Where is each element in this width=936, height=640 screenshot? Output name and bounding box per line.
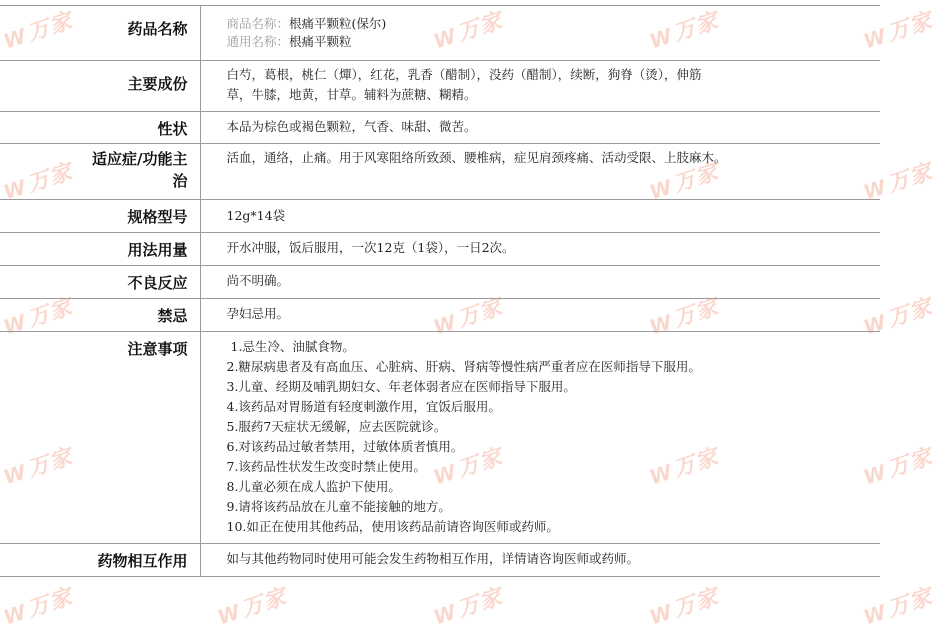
- watermark-logo: W万家: [430, 584, 506, 630]
- trade-name-key: 商品名称：: [226, 16, 290, 31]
- precaution-item: 10.如正在使用其他药品，使用该药品前请咨询医师或药师。: [226, 519, 559, 534]
- watermark-logo: W万家: [214, 584, 290, 630]
- row-usage: [0, 233, 880, 266]
- watermark-logo: W万家: [0, 294, 76, 340]
- row-contraindications: [0, 299, 880, 332]
- generic-name-key: 通用名称：: [226, 34, 290, 49]
- label-appearance: 性状: [0, 112, 200, 144]
- value-indications: 活血，通络，止痛。用于风寒阻络所致颈、腰椎病，症见肩颈疼痛、活动受限、上肢麻木。: [200, 144, 880, 200]
- watermark-logo: W万家: [0, 159, 76, 205]
- value-usage: 开水冲服，饭后服用，一次12克（1袋），一日2次。: [200, 233, 880, 266]
- row-interactions: [0, 544, 880, 577]
- precaution-item: 4.该药品对胃肠道有轻度刺激作用，宜饭后服用。: [226, 399, 501, 414]
- watermark-logo: W万家: [860, 444, 936, 490]
- label-precautions: 注意事项: [0, 332, 200, 544]
- watermark-logo: W万家: [0, 8, 76, 54]
- label-indications-line-2: 治: [172, 172, 188, 190]
- watermark-logo: W万家: [430, 444, 506, 490]
- generic-name-value: 根痛平颗粒: [289, 34, 352, 49]
- value-appearance: 本品为棕色或褐色颗粒，气香、味甜、微苦。: [200, 112, 880, 144]
- precaution-item: 7.该药品性状发生改变时禁止使用。: [226, 459, 426, 474]
- watermark-logo: W万家: [860, 584, 936, 630]
- precaution-item: 9.请将该药品放在儿童不能接触的地方。: [226, 499, 451, 514]
- label-indications: [0, 144, 200, 200]
- value-contraindications: 孕妇忌用。: [200, 299, 880, 332]
- trade-name-value: 根痛平颗粒(保尔): [289, 16, 387, 31]
- row-adverse: [0, 266, 880, 299]
- precaution-item: 6.对该药品过敏者禁用，过敏体质者慎用。: [226, 439, 464, 454]
- watermark-logo: W万家: [860, 8, 936, 54]
- value-precautions: [200, 332, 880, 544]
- value-spec: 12g*14袋: [200, 200, 880, 233]
- label-drug-name: 药品名称: [0, 6, 200, 61]
- label-spec: 规格型号: [0, 200, 200, 233]
- row-ingredients: [0, 61, 880, 112]
- watermark-logo: W万家: [646, 159, 722, 205]
- label-ingredients: 主要成份: [0, 61, 200, 112]
- precaution-item: 5.服药7天症状无缓解，应去医院就诊。: [226, 419, 447, 434]
- label-usage: 用法用量: [0, 233, 200, 266]
- precaution-item: 8.儿童必须在成人监护下使用。: [226, 479, 401, 494]
- row-spec: [0, 200, 880, 233]
- value-interactions: 如与其他药物同时使用可能会发生药物相互作用，详情请咨询医师或药师。: [200, 544, 880, 577]
- precaution-item: 2.糖尿病患者及有高血压、心脏病、肝病、肾病等慢性病严重者应在医师指导下服用。: [226, 359, 701, 374]
- watermark-logo: W万家: [430, 294, 506, 340]
- row-drug-name: [0, 6, 880, 61]
- ingredients-line-2: 草，牛膝，地黄，甘草。辅料为蔗糖、糊精。: [226, 87, 477, 102]
- row-precautions: [0, 332, 880, 544]
- watermark-logo: W万家: [0, 584, 76, 630]
- value-drug-name: [200, 6, 880, 61]
- row-appearance: [0, 112, 880, 144]
- precaution-item: 1.忌生冷、油腻食物。: [230, 339, 355, 354]
- value-adverse: 尚不明确。: [200, 266, 880, 299]
- drug-info-table: [0, 5, 880, 577]
- value-ingredients: [200, 61, 880, 112]
- watermark-logo: W万家: [860, 159, 936, 205]
- label-indications-line-1: 适应症/功能主: [92, 150, 188, 168]
- label-interactions: 药物相互作用: [0, 544, 200, 577]
- row-indications: [0, 144, 880, 200]
- label-contraindications: 禁忌: [0, 299, 200, 332]
- watermark-logo: W万家: [430, 8, 506, 54]
- trade-name-line: [227, 15, 871, 33]
- label-adverse: 不良反应: [0, 266, 200, 299]
- watermark-logo: W万家: [646, 294, 722, 340]
- watermark-logo: W万家: [0, 444, 76, 490]
- ingredients-line-1: 白芍，葛根，桃仁（燀），红花，乳香（醋制），没药（醋制），续断，狗脊（烫），伸筋: [226, 67, 702, 82]
- watermark-logo: W万家: [860, 294, 936, 340]
- precaution-item: 3.儿童、经期及哺乳期妇女、年老体弱者应在医师指导下服用。: [226, 379, 576, 394]
- watermark-logo: W万家: [646, 8, 722, 54]
- watermark-logo: W万家: [646, 444, 722, 490]
- watermark-logo: W万家: [646, 584, 722, 630]
- generic-name-line: [227, 33, 871, 51]
